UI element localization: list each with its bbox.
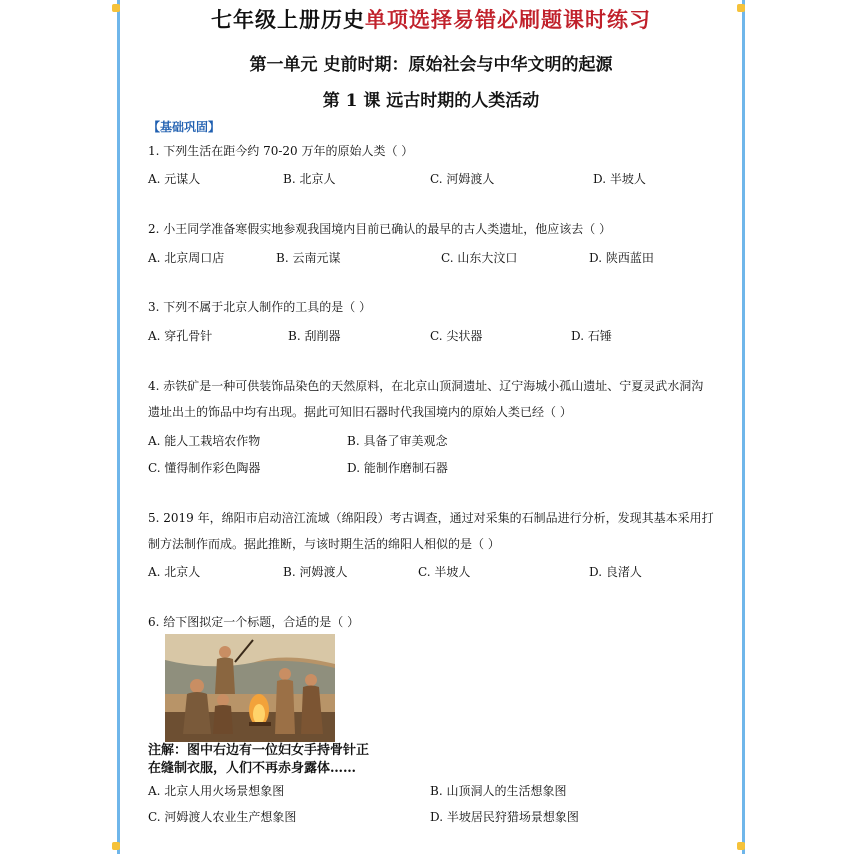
title-black-part: 七年级上册历史 [211,7,365,32]
question-2-option-c[interactable]: C. 山东大汶口 [441,251,518,265]
question-3-option-c[interactable]: C. 尖状器 [430,329,483,343]
question-2-option-a[interactable]: A. 北京周口店 [148,251,225,265]
question-5-option-a[interactable]: A. 北京人 [148,565,201,579]
question-3-option-a[interactable]: A. 穿孔骨针 [148,329,213,343]
question-2-option-d[interactable]: D. 陕西蓝田 [589,251,654,265]
question-1-option-b[interactable]: B. 北京人 [283,172,336,186]
question-5-stem-line-2: 制方法制作而成。据此推断，与该时期生活的绵阳人相似的是（ ） [148,537,500,551]
question-5-option-b[interactable]: B. 河姆渡人 [283,565,348,579]
unit-heading: 第一单元 史前时期：原始社会与中华文明的起源 [249,55,613,75]
title-red-part: 单项选择易错必刷题课时练习 [365,7,651,32]
illustration-note [148,742,369,778]
question-6-option-d[interactable]: D. 半坡居民狩猎场景想象图 [430,810,579,824]
note-line-2: 在缝制衣服，人们不再赤身露体…… [148,761,357,776]
question-6-stem: 6. 给下图拟定一个标题，合适的是（ ） [148,615,360,629]
question-1-option-c[interactable]: C. 河姆渡人 [430,172,495,186]
question-5-option-d[interactable]: D. 良渚人 [589,565,642,579]
question-4-option-c[interactable]: C. 懂得制作彩色陶器 [148,461,261,475]
question-1-stem: 1. 下列生活在距今约 70-20 万年的原始人类（ ） [148,144,414,158]
corner-mark-bottom-right [737,842,745,850]
question-4-option-d[interactable]: D. 能制作磨制石器 [347,461,448,475]
cave-people-illustration-svg [165,634,335,742]
question-6-option-a[interactable]: A. 北京人用火场景想象图 [148,784,285,798]
question-6-option-b[interactable]: B. 山顶洞人的生活想象图 [430,784,567,798]
question-1-option-d[interactable]: D. 半坡人 [593,172,646,186]
corner-mark-top-left [112,4,120,12]
page-title [120,4,742,34]
note-line-1: 注解：图中右边有一位妇女手持骨针正 [148,743,370,758]
question-5-option-c[interactable]: C. 半坡人 [418,565,471,579]
cave-people-illustration [165,634,335,742]
question-3-stem: 3. 下列不属于北京人制作的工具的是（ ） [148,300,372,314]
question-4-stem-line-2: 遗址出土的饰品中均有出现。据此可知旧石器时代我国境内的原始人类已经（ ） [148,405,572,419]
question-2-stem: 2. 小王同学准备寒假实地参观我国境内目前已确认的最早的古人类遗址，他应该去（ ） [148,222,612,236]
question-2-option-b[interactable]: B. 云南元谋 [276,251,341,265]
question-1-option-a[interactable]: A. 元谋人 [148,172,201,186]
question-6-option-c[interactable]: C. 河姆渡人农业生产想象图 [148,810,297,824]
question-3-option-b[interactable]: B. 刮削器 [288,329,341,343]
corner-mark-bottom-left [112,842,120,850]
question-4-stem-line-1: 4. 赤铁矿是一种可供装饰品染色的天然原料，在北京山顶洞遗址、辽宁海城小孤山遗址、宁夏灵武水洞沟 [148,379,704,393]
section-label: 【基础巩固】 [148,120,221,134]
question-4-option-a[interactable]: A. 能人工栽培农作物 [148,434,261,448]
question-4-option-b[interactable]: B. 具备了审美观念 [347,434,448,448]
lesson-heading: 第 1 课 远古时期的人类活动 [322,91,540,111]
question-5-stem-line-1: 5. 2019 年，绵阳市启动涪江流域（绵阳段）考古调查，通过对采集的石制品进行分析，发现其基本采用打 [148,511,714,525]
question-3-option-d[interactable]: D. 石锤 [571,329,612,343]
